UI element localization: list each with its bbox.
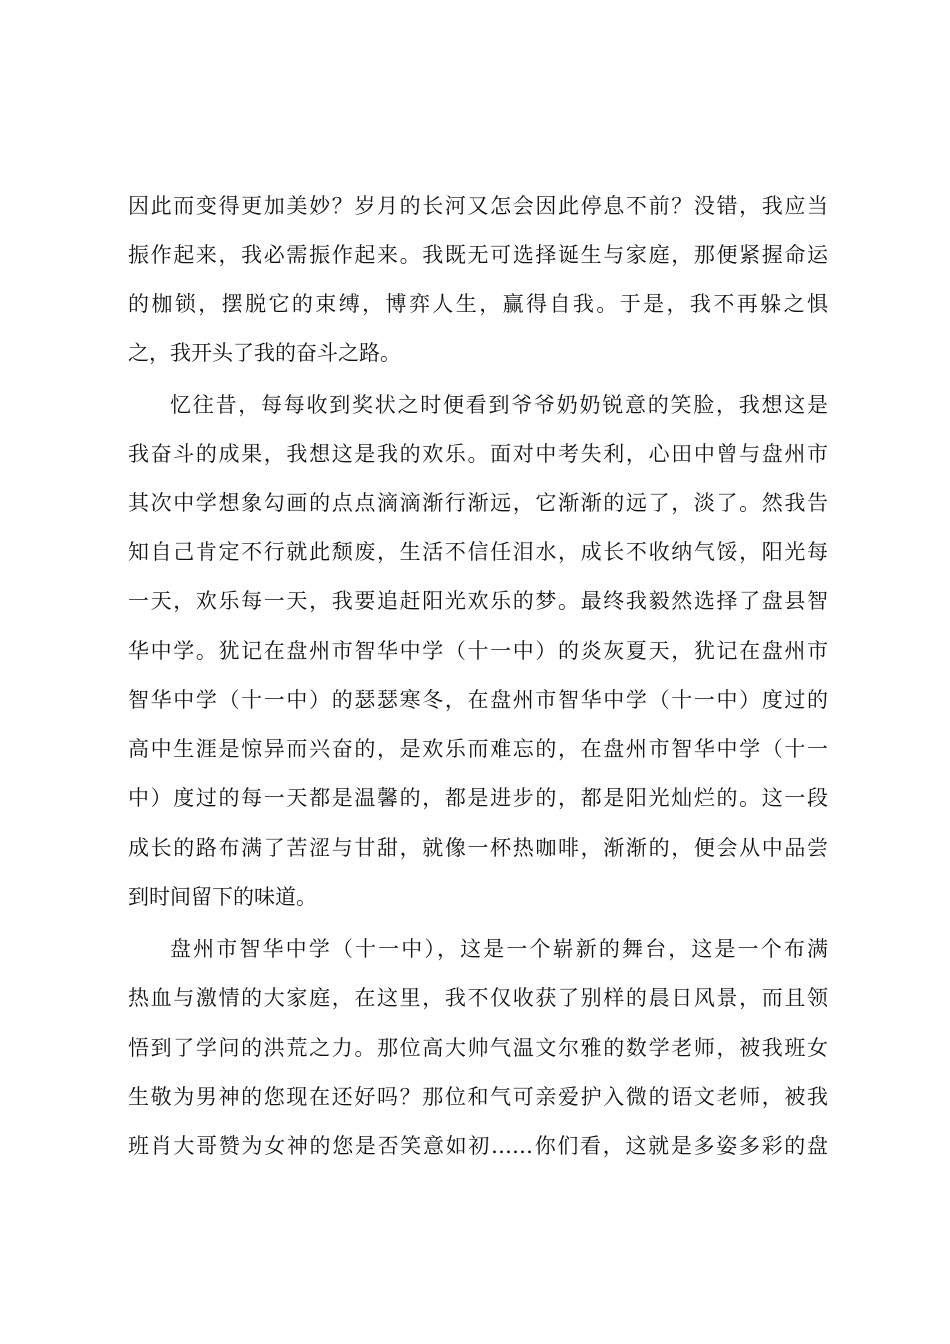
paragraph-2-line-11: 到时间留下的味道。 [128,885,317,909]
paragraph-1-line-4: 之，我开头了我的奋斗之路。 [128,341,401,365]
paragraph-2-line-10: 成长的路布满了苦涩与甘甜，就像一杯热咖啡，渐渐的，便会从中品尝 [128,836,828,860]
paragraph-3-line-2: 热血与激情的大家庭，在这里，我不仅收获了别样的晨日风景，而且领 [128,986,828,1010]
paragraph-2-line-5: 一天，欢乐每一天，我要追赶阳光欢乐的梦。最终我毅然选择了盘县智 [128,589,828,613]
paragraph-2-line-6: 华中学。犹记在盘州市智华中学（十一中）的炎灰夏天，犹记在盘州市 [128,639,828,663]
paragraph-1-line-2: 振作起来，我必需振作起来。我既无可选择诞生与家庭，那便紧握命运 [128,243,828,267]
paragraph-1-line-3: 的枷锁，摆脱它的束缚，博弈人生，赢得自我。于是，我不再躲之惧 [128,292,828,316]
paragraph-2-line-8: 高中生涯是惊异而兴奋的，是欢乐而难忘的，在盘州市智华中学（十一 [128,737,828,761]
paragraph-2-line-2: 我奋斗的成果，我想这是我的欢乐。面对中考失利，心田中曾与盘州市 [128,442,828,466]
paragraph-1-line-1: 因此而变得更加美妙？岁月的长河又怎会因此停息不前？没错，我应当 [128,194,828,218]
paragraph-2-line-7: 智华中学（十一中）的瑟瑟寒冬，在盘州市智华中学（十一中）度过的 [128,688,828,712]
paragraph-2-line-1: 忆往昔，每每收到奖状之时便看到爷爷奶奶锐意的笑脸，我想这是 [170,393,828,417]
paragraph-3-line-5: 班肖大哥赞为女神的您是否笑意如初……你们看，这就是多姿多彩的盘 [128,1134,828,1158]
paragraph-3-line-4: 生敬为男神的您现在还好吗？那位和气可亲爱护入微的语文老师，被我 [128,1085,828,1109]
paragraph-3-line-1: 盘州市智华中学（十一中），这是一个崭新的舞台，这是一个布满 [170,937,828,961]
paragraph-2-line-9: 中）度过的每一天都是温馨的，都是进步的，都是阳光灿烂的。这一段 [128,786,828,810]
paragraph-2-line-3: 其次中学想象勾画的点点滴滴渐行渐远，它渐渐的远了，淡了。然我告 [128,491,828,515]
paragraph-2-line-4: 知自己肯定不行就此颓废，生活不信任泪水，成长不收纳气馁，阳光每 [128,540,828,564]
paragraph-3-line-3: 悟到了学问的洪荒之力。那位高大帅气温文尔雅的数学老师，被我班女 [128,1036,828,1060]
